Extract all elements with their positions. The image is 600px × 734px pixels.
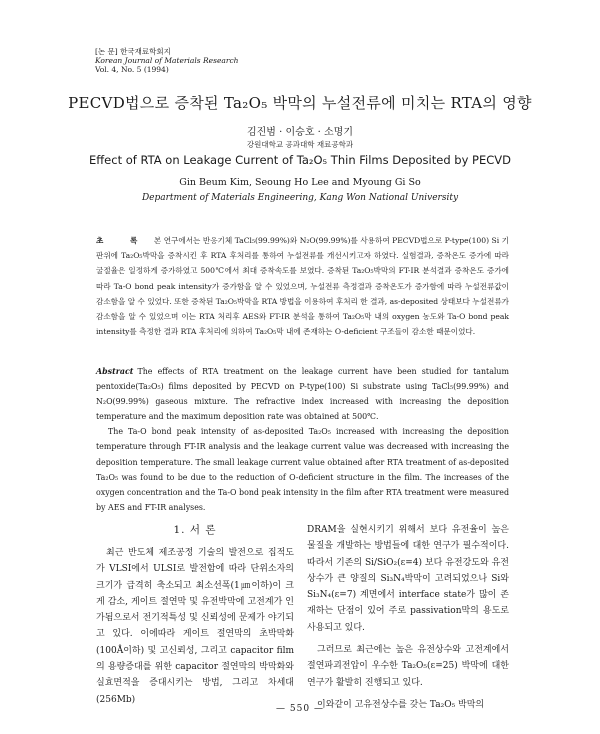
page-number: — 550 —: [276, 704, 324, 714]
abstract-korean-text: 본 연구에서는 반응기체 TaCl₅(99.99%)와 N₂O(99.99%)를 사용하여 PECVD법으로 P-type(100) Si 기판위에 Ta₂O₅박막을 증착시킨 후 RTA 후처리를 통하여 누설전류를 개선시키고자 하였다. 실험결과, 증착온도 증가에 따라 굴절율은 일정하게 증가하였고 500℃에서 최대 증착속도를 보였다. 증착된 Ta₂O₅박막의 FT-IR 분석결과 증착온도 증가에 따라 Ta-O bond peak intensity가 증가함을 알 수 있었으며, 누설전류 측정결과 증착온도가 증가함에 따라 누설전류값이 감소함을 알 수 있었다. 또한 증착된 Ta₂O₅박막을 RTA 방법을 이용하여 후처리 한 결과, as-deposited 상태보다 누설전류가 감소함을 알 수 있었으며 이는 RTA 처리후 AES와 FT-IR 분석을 통하여 Ta₂O₅막 내의 oxygen 농도와 Ta-O bond peak intensity를 측정한 결과 RTA 후처리에 의하여 Ta₂O₅막 내에 존재하는 O-deficient 구조들이 감소한 때문이었다.: [96, 236, 509, 337]
abstract-english-p1-text: The effects of RTA treatment on the leakage current have been studied for tantalum pentoxide(Ta₂O₅) films deposited by PECVD on P-type(100) Si substrate using TaCl₅(99.99%) and N₂O(99.99%) gaseous mixture. The refractive index increased with increasing the deposition temperature and the maximum deposition rate was obtained at 500℃.: [96, 367, 509, 422]
abstract-english-p1: [96, 364, 509, 424]
abstract-english-p2: The Ta-O bond peak intensity of as-deposited Ta₂O₅ increased with increasing the deposition temperature through FT-IR analysis and the leakage current value was decreased with increasing the deposition temperature. The small leakage current value obtained after RTA treatment of as-deposited Ta₂O₅ was found to be due to the reduction of O-deficient structure in the film. The increases of the oxygen concentration and the Ta-O bond peak intensity in the film after RTA treatment were measured by AES and FT-IR analyses.: [96, 427, 509, 512]
body-column-right: [307, 522, 509, 713]
authors-korean: 김진범 · 이승호 · 소명기: [246, 127, 353, 138]
introduction-paragraph-2: DRAM을 실현시키기 위해서 보다 유전율이 높은 물질을 개발하는 방법들에 대한 연구가 필수적이다. 따라서 기존의 Si/SiO₂(ε=4) 보다 유전강도와 유전상수가 큰 양질의 Si₃N₄박막이 고려되었으나 Si와 Si₃N₄(ε=7) 계면에서 interface state가 많이 존재하는 단점이 있어 주로 passivation막의 용도로 사용되고 있다.: [307, 525, 509, 633]
abstract-korean: [96, 233, 509, 339]
introduction-paragraph-4: 이와같이 고유전상수를 갖는 Ta₂O₅ 박막의: [317, 699, 485, 710]
journal-volume: Vol. 4, No. 5 (1994): [95, 65, 169, 74]
abstract-english-label: Abstract: [96, 367, 134, 376]
title-korean: PECVD법으로 증착된 Ta₂O₅ 박막의 누설전류에 미치는 RTA의 영향: [68, 94, 532, 112]
body-column-left: [96, 522, 294, 708]
section-heading: 1. 서 론: [173, 524, 217, 536]
title-english: Effect of RTA on Leakage Current of Ta₂O₅ Thin Films Deposited by PECVD: [88, 153, 511, 167]
introduction-paragraph-1: 최근 반도체 제조공정 기술의 발전으로 집적도가 VLSI에서 ULSI로 발전함에 따라 단위소자의 크기가 급격히 축소되고 최소선폭(1㎛이하)이 크게 감소, 게이트 절연막 및 유전박막에 고전계가 인가됨으로서 전기적특성 및 신뢰성에 문제가 야기되고 있다. 이에따라 게이트 절연막의 초박막화(100Å이하) 및 고신뢰성, 그리고 capacitor film의 용량증대를 위한 capacitor 절연막의 박막화와 실효면적을 증대시키는 방법, 그리고 차세대(256Mb): [96, 548, 294, 705]
abstract-english: [96, 364, 509, 515]
journal-name-en: Korean Journal of Materials Research: [95, 56, 239, 65]
affiliation-korean: 강원대학교 공과대학 재료공학과: [246, 140, 354, 149]
introduction-paragraph-3: 그러므로 최근에는 높은 유전상수와 고전계에서 절연파괴전압이 우수한 Ta₂O₅(ε=25) 박막에 대한 연구가 활발히 진행되고 있다.: [307, 645, 509, 688]
journal-header: [95, 47, 238, 74]
journal-name-ko: [논 문] 한국재료학회지: [95, 47, 171, 56]
abstract-korean-label: 초 록: [96, 236, 150, 245]
affiliation-english: Department of Materials Engineering, Kang Won National University: [141, 193, 459, 203]
authors-english: Gin Beum Kim, Seoung Ho Lee and Myoung Gi So: [179, 177, 421, 188]
